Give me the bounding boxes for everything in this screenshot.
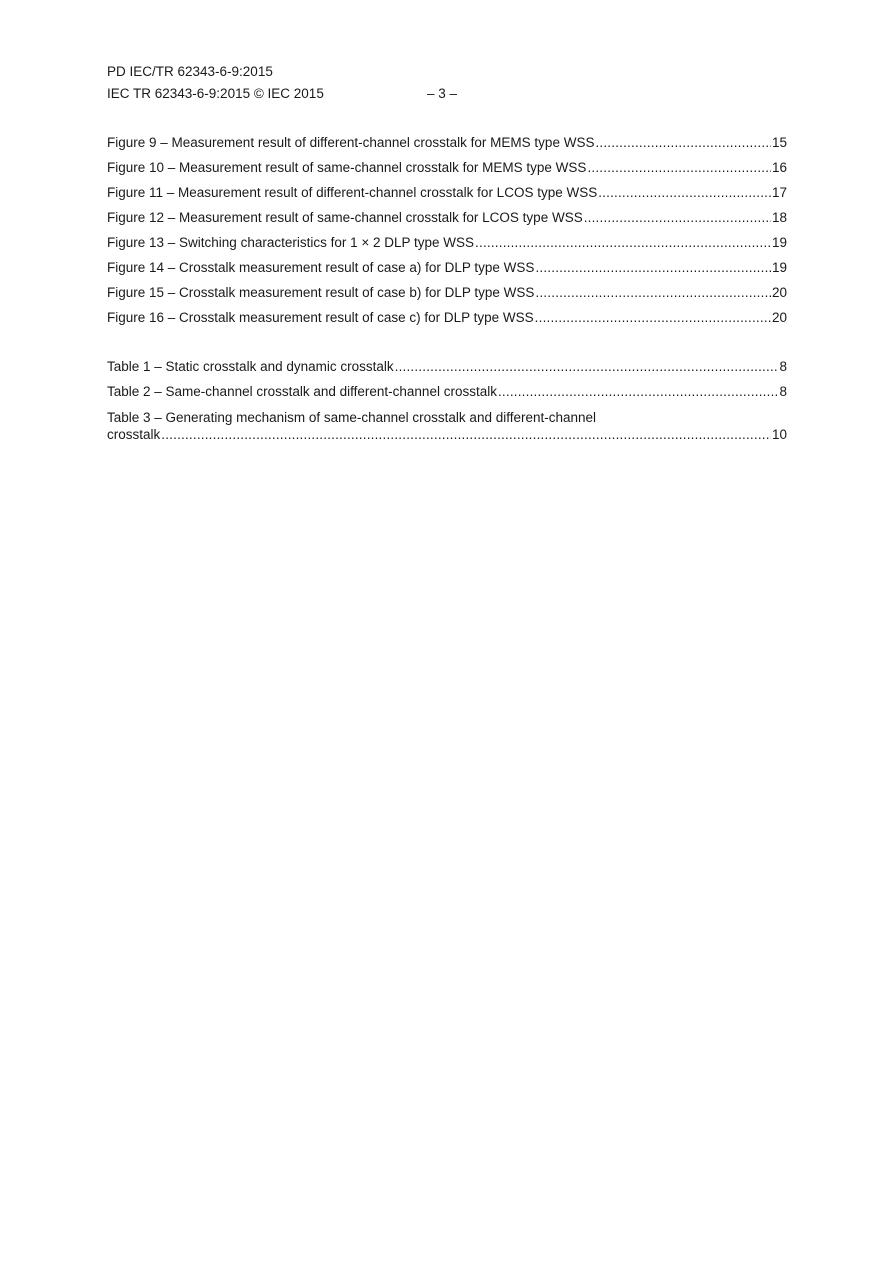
toc-entry-page: 20 bbox=[771, 310, 787, 325]
dot-leader bbox=[595, 135, 771, 152]
toc-entry-page: 8 bbox=[779, 359, 787, 374]
toc-entry-label: Figure 16 – Crosstalk measurement result of case c) for DLP type WSS bbox=[107, 310, 534, 325]
dot-leader bbox=[475, 235, 771, 252]
toc-entry-page: 17 bbox=[771, 185, 787, 200]
toc-entry-page: 10 bbox=[771, 427, 787, 442]
dot-leader bbox=[161, 427, 771, 444]
toc-entry-table-3[interactable] bbox=[107, 402, 787, 444]
toc-entry-label: Figure 12 – Measurement result of same-channel crosstalk for LCOS type WSS bbox=[107, 210, 583, 225]
toc-entry-figure-11[interactable] bbox=[107, 177, 787, 202]
toc-entry-figure-16[interactable] bbox=[107, 302, 787, 327]
dot-leader bbox=[598, 185, 771, 202]
toc-entry-figure-15[interactable] bbox=[107, 277, 787, 302]
toc-entry-label: Table 3 – Generating mechanism of same-channel crosstalk and different-channel bbox=[107, 410, 597, 425]
toc-entry-label: Figure 9 – Measurement result of different-channel crosstalk for MEMS type WSS bbox=[107, 135, 595, 150]
page-number: – 3 – bbox=[427, 86, 458, 101]
dot-leader bbox=[498, 384, 779, 401]
toc-entry-continuation bbox=[107, 427, 787, 444]
toc-entry-page: 19 bbox=[771, 260, 787, 275]
toc-entry-label: Figure 14 – Crosstalk measurement result of case a) for DLP type WSS bbox=[107, 260, 535, 275]
toc-entry-label: Figure 15 – Crosstalk measurement result of case b) for DLP type WSS bbox=[107, 285, 535, 300]
toc-entry-page: 16 bbox=[771, 160, 787, 175]
toc-entry-label: Figure 10 – Measurement result of same-channel crosstalk for MEMS type WSS bbox=[107, 160, 587, 175]
toc-entry-page: 19 bbox=[771, 235, 787, 250]
dot-leader bbox=[587, 160, 771, 177]
toc-entry-label: Table 1 – Static crosstalk and dynamic crosstalk bbox=[107, 359, 394, 374]
toc-entry-figure-14[interactable] bbox=[107, 252, 787, 277]
toc-entry-label: Figure 11 – Measurement result of different-channel crosstalk for LCOS type WSS bbox=[107, 185, 598, 200]
toc-entry-figure-12[interactable] bbox=[107, 202, 787, 227]
toc-entry-label-continued: crosstalk bbox=[107, 427, 161, 442]
dot-leader bbox=[535, 285, 771, 302]
document-id: PD IEC/TR 62343-6-9:2015 bbox=[107, 64, 273, 79]
toc-entry-table-2[interactable] bbox=[107, 376, 787, 401]
toc-entry-table-1[interactable] bbox=[107, 351, 787, 376]
toc-entry-page: 8 bbox=[779, 384, 787, 399]
dot-leader bbox=[535, 260, 771, 277]
list-of-tables bbox=[107, 351, 787, 444]
dot-leader bbox=[584, 210, 771, 227]
toc-entry-page: 20 bbox=[771, 285, 787, 300]
toc-entry-page: 15 bbox=[771, 135, 787, 150]
toc-entry-figure-10[interactable] bbox=[107, 152, 787, 177]
toc-entry-figure-9[interactable] bbox=[107, 127, 787, 152]
toc-entry-page: 18 bbox=[771, 210, 787, 225]
toc-entry-label: Table 2 – Same-channel crosstalk and different-channel crosstalk bbox=[107, 384, 497, 399]
toc-entry-label: Figure 13 – Switching characteristics for 1 × 2 DLP type WSS bbox=[107, 235, 475, 250]
dot-leader bbox=[395, 359, 779, 376]
list-of-figures bbox=[107, 127, 787, 327]
dot-leader bbox=[535, 310, 771, 327]
toc-entry-figure-13[interactable] bbox=[107, 227, 787, 252]
standard-reference: IEC TR 62343-6-9:2015 © IEC 2015 bbox=[107, 86, 324, 101]
